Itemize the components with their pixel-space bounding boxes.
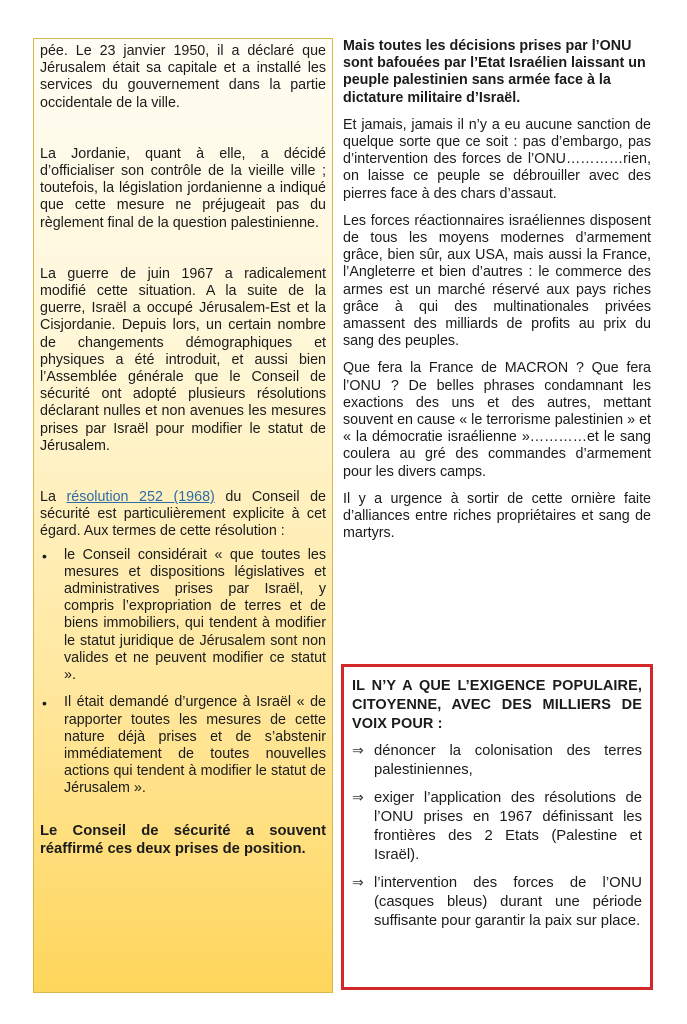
list-item — [40, 694, 326, 797]
demands-title: IL N’Y A QUE L’EXIGENCE POPULAIRE, CITOYENNE, AVEC DES MILLIERS DE VOIX POUR : — [352, 678, 642, 732]
paragraph-arms-trade: Les forces réactionnaires israéliennes disposent de tous les moyens modernes d’armement grâce, bien sûr, aux USA, mais aussi la France, l’Angleterre et bien d’autres : le commerce des armes est un marché réservé aux pays riches grâce à qui des multinationales privées amassent des milliards de profits au prix du sang des peuples. — [343, 212, 651, 350]
resolution-bullet-list — [40, 547, 326, 798]
arrow-right-icon: ⇒ — [352, 742, 364, 758]
arrow-right-icon: ⇒ — [352, 874, 364, 890]
bullet-icon: • — [42, 695, 47, 712]
right-column — [343, 38, 651, 542]
paragraph-resolution-252 — [40, 489, 326, 541]
list-item — [352, 742, 642, 780]
resolution-text-after: du Conseil de sécurité est particulièrement explicite à cet égard. Aux termes de cette résolution : — [40, 489, 327, 540]
bullet-text: Il était demandé d’urgence à Israël « de rapporter toutes les mesures de cette nature déjà prises et de s’abstenir immédiatement de toutes nouvelles actions qui tendent à modifier le statut de Jérusalem ». — [64, 694, 326, 797]
paragraph-france-onu: Que fera la France de MACRON ? Que fera l’ONU ? De belles phrases condamnant les exactions des uns et des autres, mettant souvent en cause « le terrorisme palestinien » et « la démocratie israélienne »…………et le sang coulera au gré des commandes d’armement pour les divers camps. — [343, 360, 651, 480]
paragraph-urgency: Il y a urgence à sortir de cette ornière faite d’alliances entre riches propriétaires et sang de martyrs. — [343, 490, 651, 542]
paragraph-jerusalem-capital: pée. Le 23 janvier 1950, il a déclaré que Jérusalem était sa capitale et a installé les services du gouvernement dans la partie occidentale de la ville. — [40, 43, 326, 111]
list-item — [40, 547, 326, 685]
intro-bold-statement: Mais toutes les décisions prises par l’ONU sont bafouées par l’Etat Israélien laissant un peuple palestinien sans armée face à la dictature militaire d’Israël. — [343, 38, 646, 106]
conclusion-heading: Le Conseil de sécurité a souvent réaffirmé ces deux prises de position. — [40, 822, 326, 857]
left-column-panel — [33, 38, 333, 993]
list-item — [352, 874, 642, 931]
paragraph-war-1967: La guerre de juin 1967 a radicalement modifié cette situation. A la suite de la guerre, Israël a occupé Jérusalem-Est et la Cisjordanie. Depuis lors, un certain nombre de changements démographiques et physiques a été introduit, et aussi bien l’Assemblée générale que le Conseil de sécurité ont adopté plusieurs résolutions déclarant nulles et non avenues les mesures prises par Israël pour modifier le statut de Jérusalem. — [40, 265, 326, 454]
bullet-text: le Conseil considérait « que toutes les mesures et dispositions législatives et administratives prises par Israël, y compris l’expropriation de terres et de biens immobiliers, qui tendent à modifier le statut juridique de Jérusalem sont non valides et ne peuvent modifier ce statut ». — [64, 546, 326, 684]
list-item — [352, 789, 642, 865]
resolution-252-link[interactable]: résolution 252 (1968) — [66, 489, 215, 506]
demand-text: dénoncer la colonisation des terres palestiniennes, — [374, 743, 642, 778]
resolution-text-before: La — [40, 489, 67, 506]
demands-list — [352, 742, 642, 931]
demand-text: l’intervention des forces de l’ONU (casques bleus) durant une période suffisante pour garantir la paix sur place. — [374, 875, 642, 929]
arrow-right-icon: ⇒ — [352, 789, 364, 805]
demand-text: exiger l’application des résolutions de l’ONU prises en 1967 définissant les frontières des 2 Etats (Palestine et Israël). — [374, 790, 642, 863]
bullet-icon: • — [42, 547, 47, 564]
paragraph-jordan: La Jordanie, quant à elle, a décidé d’officialiser son contrôle de la vieille ville ; toutefois, la législation jordanienne a indiqué que cette mesure ne préjugeait pas du règlement final de la question palestinienne. — [40, 145, 326, 231]
paragraph-no-sanctions: Et jamais, jamais il n’y a eu aucune sanction de quelque sorte que ce soit : pas d’embargo, pas d’intervention des forces de l’ONU…………rien, on laisse ce peuple se débrouiller avec des pierres face à des chars d’assaut. — [343, 116, 651, 202]
demands-box — [341, 664, 653, 990]
